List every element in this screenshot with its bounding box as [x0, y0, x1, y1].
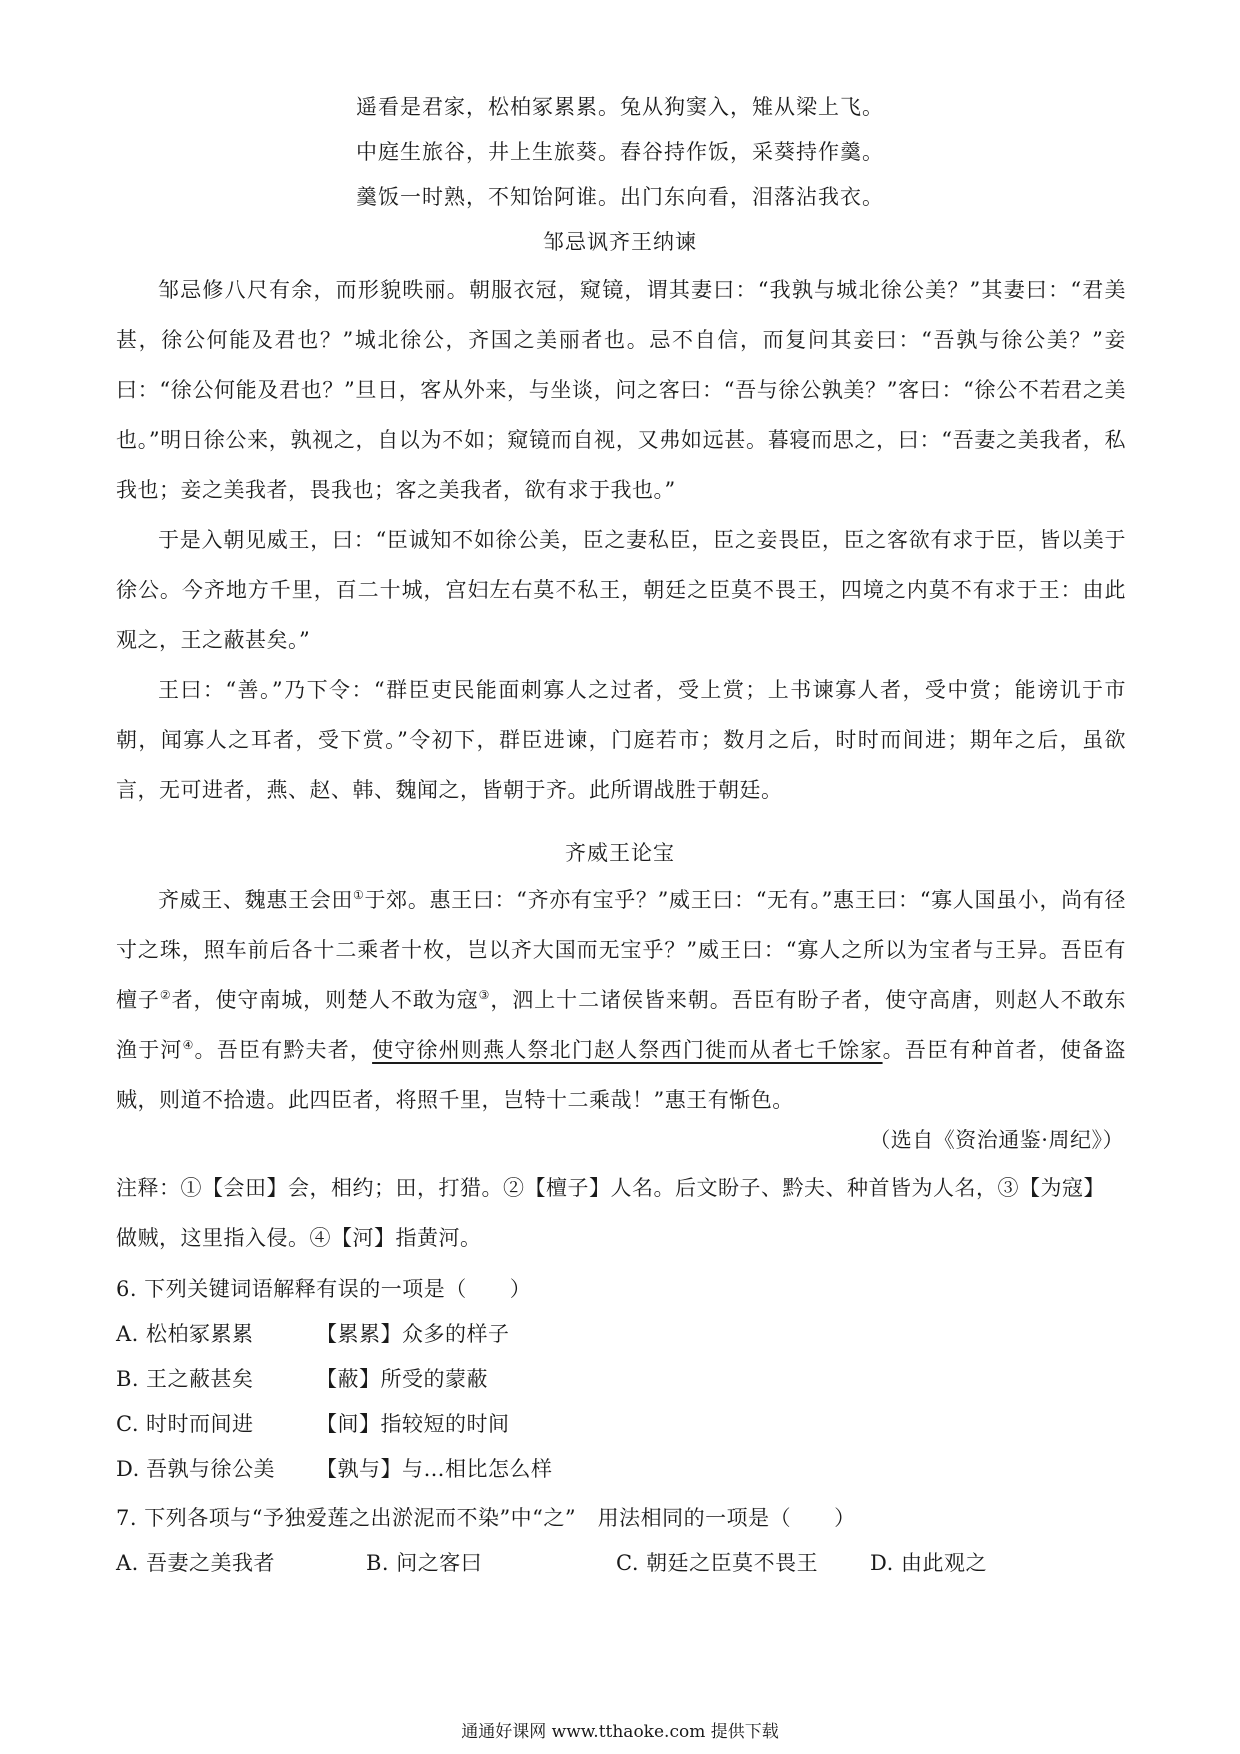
q7-option-b: B. 问之客曰 [366, 1551, 483, 1575]
passage1-paragraph-1: 邹忌修八尺有余，而形貌昳丽。朝服衣冠，窥镜，谓其妻曰：“我孰与城北徐公美？”其妻曰：“君美甚，徐公何能及君也？”城北徐公，齐国之美丽者也。忌不自信，而复问其妾曰：“吾孰与徐公美？”妾曰：“徐公何能及君也？”旦日，客从外来，与坐谈，问之客曰：“吾与徐公孰美？”客曰：“徐公不若君之美也。”明日徐公来，孰视之，自以为不如；窥镜而自视，又弗如远甚。暮寝而思之，曰：“吾妻之美我者，私我也；妾之美我者，畏我也；客之美我者，欲有求于我也。” [116, 278, 1126, 502]
passage2-text-5: 。吾臣有黔夫者， [194, 1038, 373, 1062]
passage2-text-1: 齐威王、魏惠王会田 [158, 888, 354, 912]
source-citation: （选自《资治通鉴·周纪》） [869, 1128, 1124, 1152]
q6-option-c [116, 1409, 510, 1439]
q6-option-a [116, 1319, 510, 1349]
poem-line-3: 羹饭一时熟，不知饴阿谁。出门东向看，泪落沾我衣。 [356, 185, 884, 209]
q6-option-label: B. [116, 1367, 140, 1391]
notes: 注释：①【会田】会，相约；田，打猎。②【檀子】人名。后文盼子、黔夫、种首皆为人名，③【为寇】做贼，这里指入侵。④【河】指黄河。 [116, 1176, 1105, 1250]
passage2-title: 齐威王论宝 [565, 841, 675, 865]
passage1-paragraph-3: 王曰：“善。”乃下令：“群臣吏民能面刺寡人之过者，受上赏；上书谏寡人者，受中赏；能谤讥于市朝，闻寡人之耳者，受下赏。”令初下，群臣进谏，门庭若市；数月之后，时时而间进；期年之后，虽欲言，无可进者，燕、赵、韩、魏闻之，皆朝于齐。此所谓战胜于朝廷。 [116, 678, 1126, 802]
q6-option-word: 时时而间进 [146, 1412, 254, 1436]
passage2-text-6: 。吾臣有种首者，使备盗贼，则道不拾遗。此四臣者，将照千里，岂特十二乘哉！”惠王有惭色。 [116, 1038, 1127, 1112]
poem-line-1: 遥看是君家，松柏冢累累。兔从狗窦入，雉从梁上飞。 [356, 95, 884, 119]
passage2-text-3: 者，使守南城，则楚人不敢为寇 [171, 988, 479, 1012]
q6-option-word: 松柏冢累累 [146, 1322, 254, 1346]
q7-option-d: D. 由此观之 [870, 1551, 987, 1575]
passage1-title: 邹忌讽齐王纳谏 [543, 230, 697, 254]
q6-option-label: D. [116, 1457, 140, 1481]
passage1-paragraph-2: 于是入朝见威王，曰：“臣诚知不如徐公美，臣之妻私臣，臣之妾畏臣，臣之客欲有求于臣，皆以美于徐公。今齐地方千里，百二十城，宫妇左右莫不私王，朝廷之臣莫不畏王，四境之内莫不有求于王：由此观之，王之蔽甚矣。” [116, 528, 1126, 652]
q6-option-label: A. [116, 1322, 139, 1346]
note-ref-4: ④ [182, 1038, 195, 1052]
footer: 通通好课网 www.tthaoke.com 提供下载 [461, 1722, 779, 1742]
note-ref-3: ③ [478, 988, 491, 1002]
q6-option-explain: 【累累】众多的样子 [316, 1322, 510, 1346]
q6-option-d [116, 1454, 553, 1484]
q6-option-b [116, 1364, 488, 1394]
q6-option-explain: 【间】指较短的时间 [316, 1412, 510, 1436]
q6-option-word: 吾孰与徐公美 [146, 1457, 275, 1481]
q7-option-c: C. 朝廷之臣莫不畏王 [616, 1551, 819, 1575]
q6-option-word: 王之蔽甚矣 [146, 1367, 254, 1391]
poem-line-2: 中庭生旅谷，井上生旅葵。舂谷持作饭，采葵持作羹。 [356, 140, 884, 164]
q6-option-explain: 【孰与】与…相比怎么样 [316, 1457, 553, 1481]
underlined-sentence: 使守徐州则燕人祭北门赵人祭西门徙而从者七千馀家 [372, 1038, 883, 1062]
note-ref-1: ① [353, 888, 365, 902]
q6-option-label: C. [116, 1412, 139, 1436]
note-ref-2: ② [159, 988, 172, 1002]
passage2-paragraph [116, 875, 1126, 1125]
question-7-stem: 7. 下列各项与“予独爱莲之出淤泥而不染”中“之” 用法相同的一项是（ ） [116, 1506, 856, 1530]
question-6-stem: 6. 下列关键词语解释有误的一项是（ ） [116, 1277, 532, 1301]
passage2-text-2: 于郊。惠王曰：“齐亦有宝乎？”威王曰：“无有。”惠王曰：“寡人国虽小，尚有径寸之珠，照车前后各十二乘者十枚，岂以齐大国而无宝乎？”威王曰：“寡人之所以为宝者与王异。吾臣有檀子 [116, 888, 1126, 1012]
q6-option-explain: 【蔽】所受的蒙蔽 [316, 1367, 488, 1391]
q7-option-a: A. 吾妻之美我者 [116, 1551, 276, 1575]
passage2-text-4: ，泗上十二诸侯皆来朝。吾臣有盼子者，使守高唐，则赵人不敢东渔于河 [116, 988, 1127, 1062]
